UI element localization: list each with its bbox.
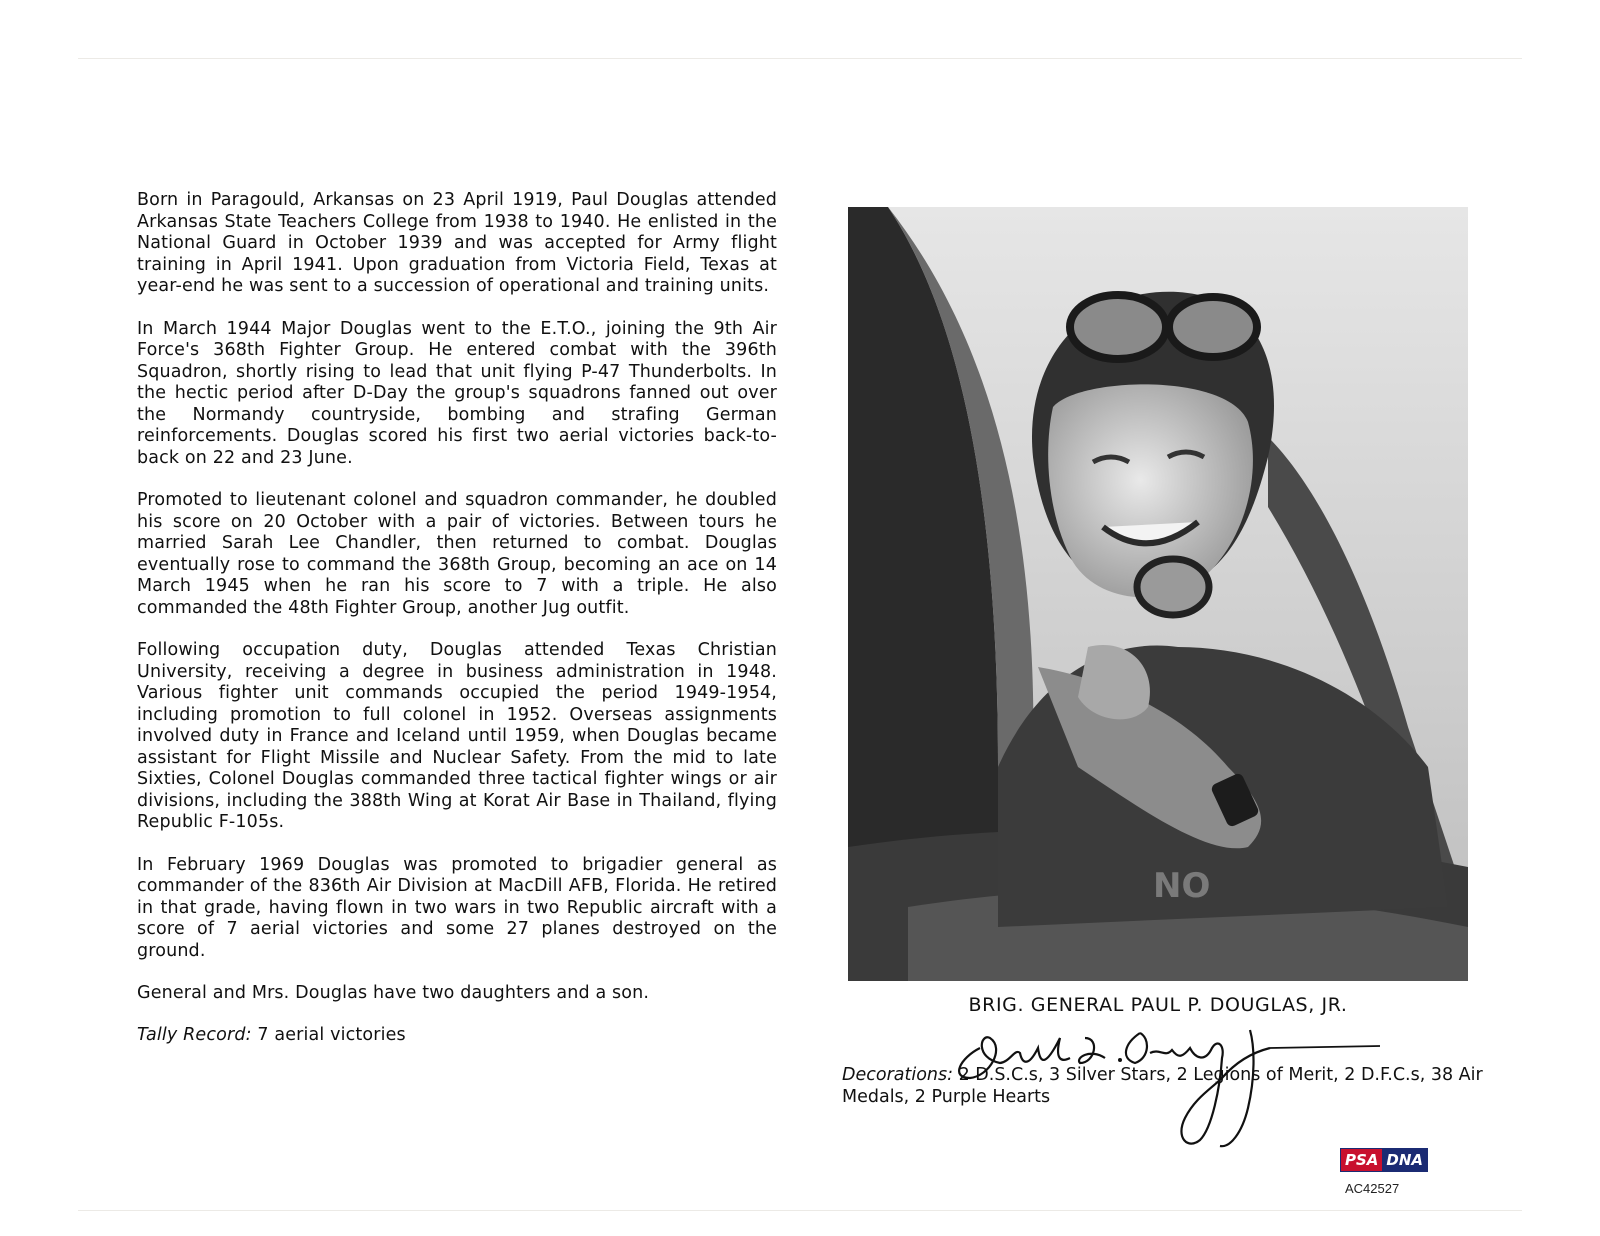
bio-paragraph-retirement: In February 1969 Douglas was promoted to brigadier general as commander of the 836th Air Division at MacDill AFB, Florida. He retired in that grade, having flown in two wars in two Republic aircraft with a score of 7 aerial victories and some 27 planes destroyed on the ground.	[137, 854, 777, 961]
tally-label: Tally Record:	[137, 1024, 252, 1045]
bio-paragraph-ace: Promoted to lieutenant colonel and squadron commander, he doubled his score on 20 October with a pair of victories. Between tours he married Sarah Lee Chandler, then returned to combat. Douglas eventually rose to command the 368th Group, becoming an ace on 14 March 1945 when he ran his score to 7 with a triple. He also commanded the 48th Fighter Group, another Jug outfit.	[137, 490, 777, 618]
bio-paragraph-family: General and Mrs. Douglas have two daughters and a son.	[137, 983, 650, 1003]
svg-text:NO: NO	[1153, 866, 1211, 906]
bio-paragraph-postwar: Following occupation duty, Douglas attended Texas Christian University, receiving a degree in business administration in 1948. Various fighter unit commands occupied the period 1949-1954, including promotion to full colonel in 1952. Overseas assignments involved duty in France and Iceland until 1959, when Douglas became assistant for Flight Missile and Nuclear Safety. From the mid to late Sixties, Colonel Douglas commanded three tactical fighter wings or air divisions, including the 388th Wing at Korat Air Base in Thailand, flying Republic F-105s.	[137, 640, 777, 832]
photo-caption: BRIG. GENERAL PAUL P. DOUGLAS, JR.	[968, 994, 1348, 1016]
page-top-edge	[78, 58, 1522, 59]
tally-record	[137, 1025, 777, 1047]
portrait-image	[848, 207, 1468, 981]
decorations-label: Decorations:	[842, 1065, 954, 1085]
psa-logo-left: PSA	[1341, 1149, 1382, 1171]
decorations-text: 2 D.S.C.s, 3 Silver Stars, 2 Legions of Merit, 2 D.F.C.s, 38 Air Medals, 2 Purple Hearts	[842, 1065, 1483, 1107]
certification-number: AC42527	[1345, 1181, 1400, 1196]
psa-logo-right: DNA	[1382, 1149, 1427, 1171]
biography-text	[137, 190, 777, 1067]
bio-paragraph-eto: In March 1944 Major Douglas went to the E.T.O., joining the 9th Air Force's 368th Fighter Group. He entered combat with the 396th Squadron, shortly rising to lead that unit flying P-47 Thunderbolts. In the hectic period after D-Day the group's squadrons fanned out over the Normandy countryside, bombing and strafing German reinforcements. Douglas scored his first two aerial victories back-to-back on 22 and 23 June.	[137, 318, 777, 468]
page-bottom-edge	[78, 1210, 1522, 1211]
tally-value: 7 aerial victories	[251, 1024, 406, 1045]
psa-dna-logo	[1340, 1148, 1428, 1172]
pilot-portrait-photo	[848, 207, 1468, 981]
autograph-signature	[950, 1018, 1410, 1158]
bio-paragraph-birth: Born in Paragould, Arkansas on 23 April 1919, Paul Douglas attended Arkansas State Teachers College from 1938 to 1940. He enlisted in the National Guard in October 1939 and was accepted for Army flight training in April 1941. Upon graduation from Victoria Field, Texas at year-end he was sent to a succession of operational and training units.	[137, 190, 777, 296]
